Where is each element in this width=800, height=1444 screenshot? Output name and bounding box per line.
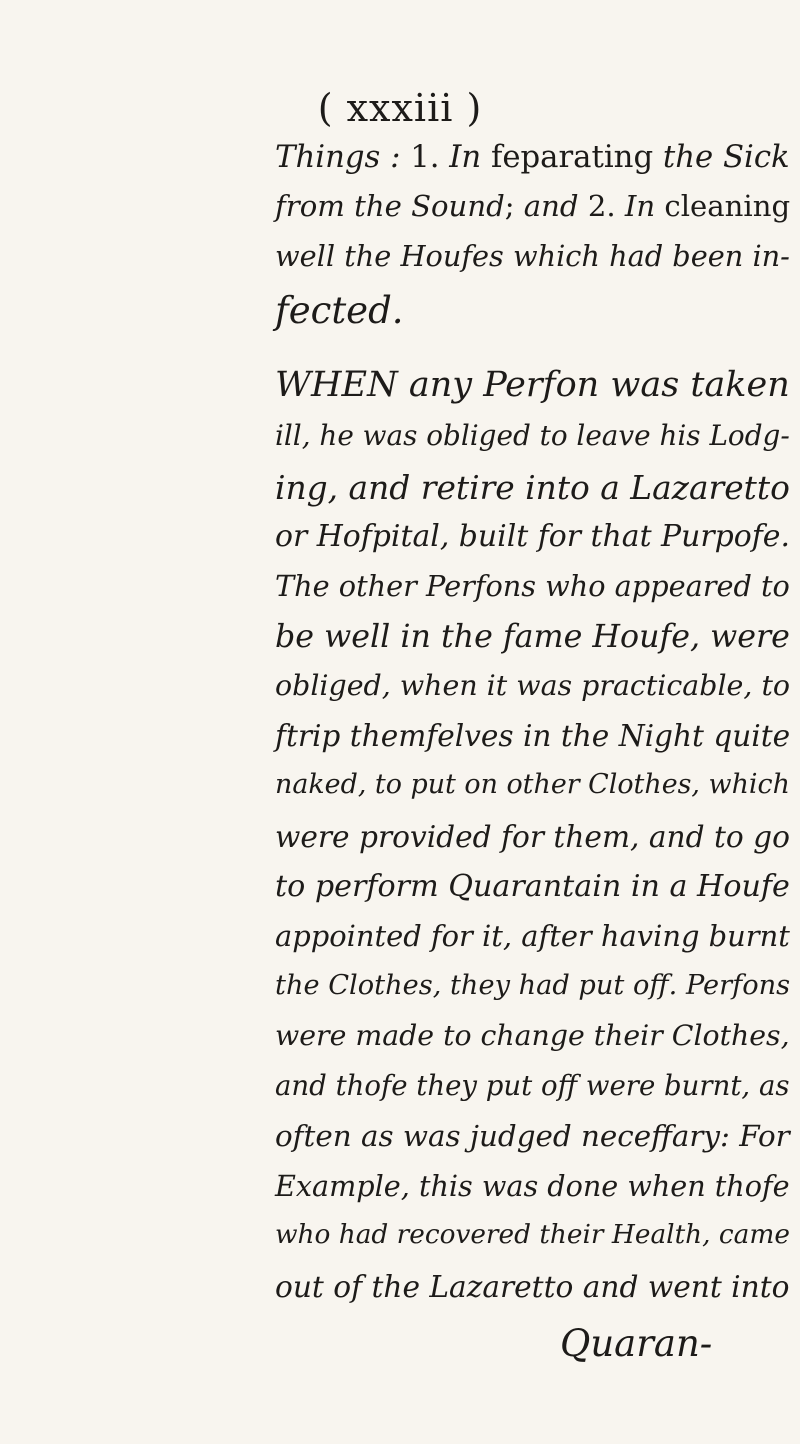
- text-line: and thofe they put off were burnt, as: [275, 1069, 790, 1102]
- text-line: appointed for it, after having burnt: [275, 919, 790, 953]
- text-run: feparating: [490, 139, 663, 175]
- text-line: ill, he was obliged to leave his Lodg-: [275, 419, 790, 452]
- text-run: fected.: [275, 289, 404, 332]
- text-line: Example, this was done when thofe: [275, 1169, 790, 1203]
- text-line: [275, 139, 790, 175]
- text-line: to perform Quarantain in a Houfe: [275, 869, 790, 904]
- text-line: naked, to put on other Clothes, which: [275, 769, 790, 800]
- text-line: who had recovered their Health, came: [275, 1220, 790, 1250]
- text-line: the Clothes, they had put off. Perfons: [275, 970, 791, 1001]
- text-run: ;: [504, 189, 524, 223]
- text-line: obliged, when it was practicable, to: [275, 669, 790, 702]
- text-line: WHEN any Perfon was taken: [275, 364, 790, 405]
- text-line: The other Perfons who appeared to: [275, 569, 790, 603]
- text-line: were made to change their Clothes,: [275, 1019, 790, 1052]
- text-run: and: [523, 189, 588, 223]
- text-run: Things :: [275, 139, 411, 175]
- text-line: often as was judged neceffary: For: [275, 1119, 790, 1153]
- text-line: ftrip themfelves in the Night quite: [275, 719, 791, 753]
- text-line: or Hofpital, built for that Purpofe.: [275, 519, 790, 554]
- text-run: 2.: [587, 189, 625, 223]
- text-line: were provided for them, and to go: [275, 819, 790, 854]
- text-line: out of the Lazaretto and went into: [275, 1269, 790, 1304]
- text-run: In: [449, 139, 491, 175]
- text-line: ing, and retire into a Lazaretto: [275, 469, 790, 507]
- text-line: [275, 239, 790, 273]
- text-line: [275, 289, 404, 332]
- text-line: [275, 189, 791, 223]
- text-run: well the Houfes which had been in-: [275, 239, 790, 273]
- text-run: the Sick: [662, 139, 790, 175]
- text-run: 1.: [410, 139, 450, 175]
- catchword: Quaran-: [560, 1322, 713, 1365]
- text-run: from the Sound: [275, 189, 505, 223]
- text-run: In: [624, 189, 665, 223]
- text-line: be well in the fame Houfe, were: [275, 619, 790, 655]
- page-header: ( xxxiii ): [317, 86, 483, 130]
- text-run: cleaning: [664, 189, 791, 223]
